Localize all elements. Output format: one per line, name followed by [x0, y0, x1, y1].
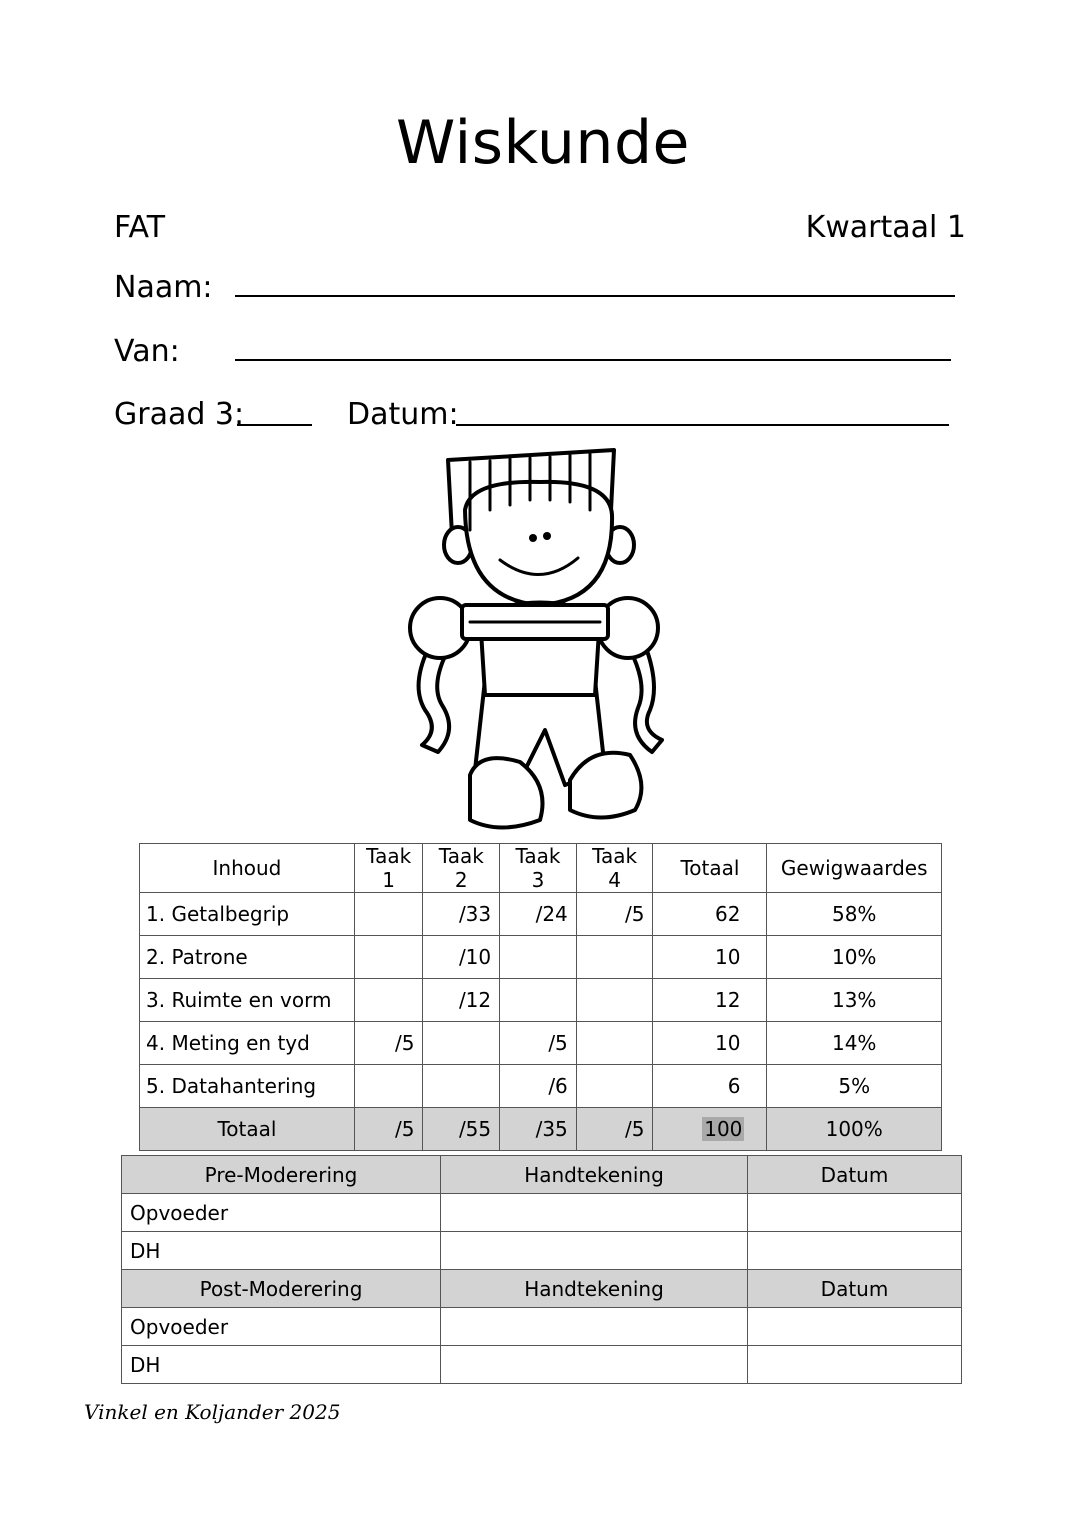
cell-taak4 — [576, 979, 653, 1022]
totaal-value: 12 — [714, 988, 741, 1012]
total-taak3: /35 — [500, 1108, 577, 1151]
cell-inhoud: 4. Meting en tyd — [140, 1022, 355, 1065]
table-row — [122, 1346, 962, 1384]
col-header-inhoud: Inhoud — [140, 844, 355, 893]
marks-table — [139, 843, 942, 1151]
post-moderation-title: Post-Moderering — [122, 1270, 441, 1308]
page-title: Wiskunde — [396, 108, 690, 178]
signature-cell[interactable] — [441, 1308, 748, 1346]
table-row — [140, 979, 942, 1022]
cell-gewig: 10% — [767, 936, 942, 979]
cell-taak4: /5 — [576, 893, 653, 936]
grade-field[interactable] — [237, 424, 312, 426]
date-field[interactable] — [456, 424, 949, 426]
term-label: Kwartaal 1 — [805, 210, 966, 245]
cell-taak3: /5 — [500, 1022, 577, 1065]
totaal-value: 62 — [714, 902, 741, 926]
date-cell[interactable] — [748, 1194, 962, 1232]
cell-taak2: /10 — [423, 936, 500, 979]
cell-taak2: /33 — [423, 893, 500, 936]
signature-cell[interactable] — [441, 1194, 748, 1232]
totaal-value: 10 — [714, 945, 741, 969]
cell-taak3: /6 — [500, 1065, 577, 1108]
cell-taak2 — [423, 1065, 500, 1108]
row-label: DH — [122, 1232, 441, 1270]
table-row — [140, 936, 942, 979]
table-row — [140, 1022, 942, 1065]
total-totaal-value: 100 — [704, 1117, 743, 1141]
total-totaal — [653, 1108, 767, 1151]
cell-gewig: 5% — [767, 1065, 942, 1108]
row-label: Opvoeder — [122, 1194, 441, 1232]
signature-cell[interactable] — [441, 1232, 748, 1270]
signature-header: Handtekening — [441, 1270, 748, 1308]
cell-taak2 — [423, 1022, 500, 1065]
cell-taak4 — [576, 1022, 653, 1065]
total-taak1: /5 — [354, 1108, 423, 1151]
cell-taak2: /12 — [423, 979, 500, 1022]
cell-taak1 — [354, 1065, 423, 1108]
cell-totaal — [653, 1065, 767, 1108]
date-cell[interactable] — [748, 1308, 962, 1346]
cell-taak4 — [576, 1065, 653, 1108]
date-cell[interactable] — [748, 1232, 962, 1270]
marks-header-row — [140, 844, 942, 893]
surname-label: Van: — [114, 334, 180, 369]
name-field[interactable] — [235, 295, 955, 297]
cell-inhoud: 1. Getalbegrip — [140, 893, 355, 936]
cell-totaal — [653, 1022, 767, 1065]
boy-illustration — [400, 440, 680, 840]
date-cell[interactable] — [748, 1346, 962, 1384]
table-row — [122, 1308, 962, 1346]
total-gewig: 100% — [767, 1108, 942, 1151]
post-moderation-header — [122, 1270, 962, 1308]
col-header-gewigwaardes: Gewigwaardes — [767, 844, 942, 893]
assessment-type: FAT — [114, 210, 166, 245]
moderation-table — [121, 1155, 962, 1384]
cell-inhoud: 2. Patrone — [140, 936, 355, 979]
pre-moderation-title: Pre-Moderering — [122, 1156, 441, 1194]
cell-inhoud: 3. Ruimte en vorm — [140, 979, 355, 1022]
row-label: Opvoeder — [122, 1308, 441, 1346]
date-header: Datum — [748, 1270, 962, 1308]
col-header-taak1: Taak 1 — [354, 844, 423, 893]
name-label: Naam: — [114, 270, 213, 305]
cell-inhoud: 5. Datahantering — [140, 1065, 355, 1108]
signature-header: Handtekening — [441, 1156, 748, 1194]
table-row — [140, 893, 942, 936]
cell-gewig: 14% — [767, 1022, 942, 1065]
row-label: DH — [122, 1346, 441, 1384]
col-header-totaal: Totaal — [653, 844, 767, 893]
col-header-taak2: Taak 2 — [423, 844, 500, 893]
cell-taak4 — [576, 936, 653, 979]
total-row — [140, 1108, 942, 1151]
pre-moderation-header — [122, 1156, 962, 1194]
cell-totaal — [653, 936, 767, 979]
surname-field[interactable] — [235, 359, 951, 361]
signature-cell[interactable] — [441, 1346, 748, 1384]
col-header-taak3: Taak 3 — [500, 844, 577, 893]
cell-taak1 — [354, 979, 423, 1022]
total-taak4: /5 — [576, 1108, 653, 1151]
cell-taak3 — [500, 936, 577, 979]
cell-gewig: 13% — [767, 979, 942, 1022]
cell-totaal — [653, 893, 767, 936]
col-header-taak4: Taak 4 — [576, 844, 653, 893]
totaal-value: 10 — [714, 1031, 741, 1055]
date-header: Datum — [748, 1156, 962, 1194]
cell-totaal — [653, 979, 767, 1022]
table-row — [140, 1065, 942, 1108]
total-label: Totaal — [140, 1108, 355, 1151]
cell-taak1 — [354, 893, 423, 936]
table-row — [122, 1194, 962, 1232]
date-label: Datum: — [347, 397, 459, 432]
totaal-value: 6 — [727, 1074, 741, 1098]
cell-taak1: /5 — [354, 1022, 423, 1065]
cell-taak3: /24 — [500, 893, 577, 936]
total-taak2: /55 — [423, 1108, 500, 1151]
table-row — [122, 1232, 962, 1270]
grade-label: Graad 3: — [114, 397, 245, 432]
footer-credit: Vinkel en Koljander 2025 — [84, 1400, 341, 1424]
cell-taak3 — [500, 979, 577, 1022]
cell-taak1 — [354, 936, 423, 979]
cell-gewig: 58% — [767, 893, 942, 936]
